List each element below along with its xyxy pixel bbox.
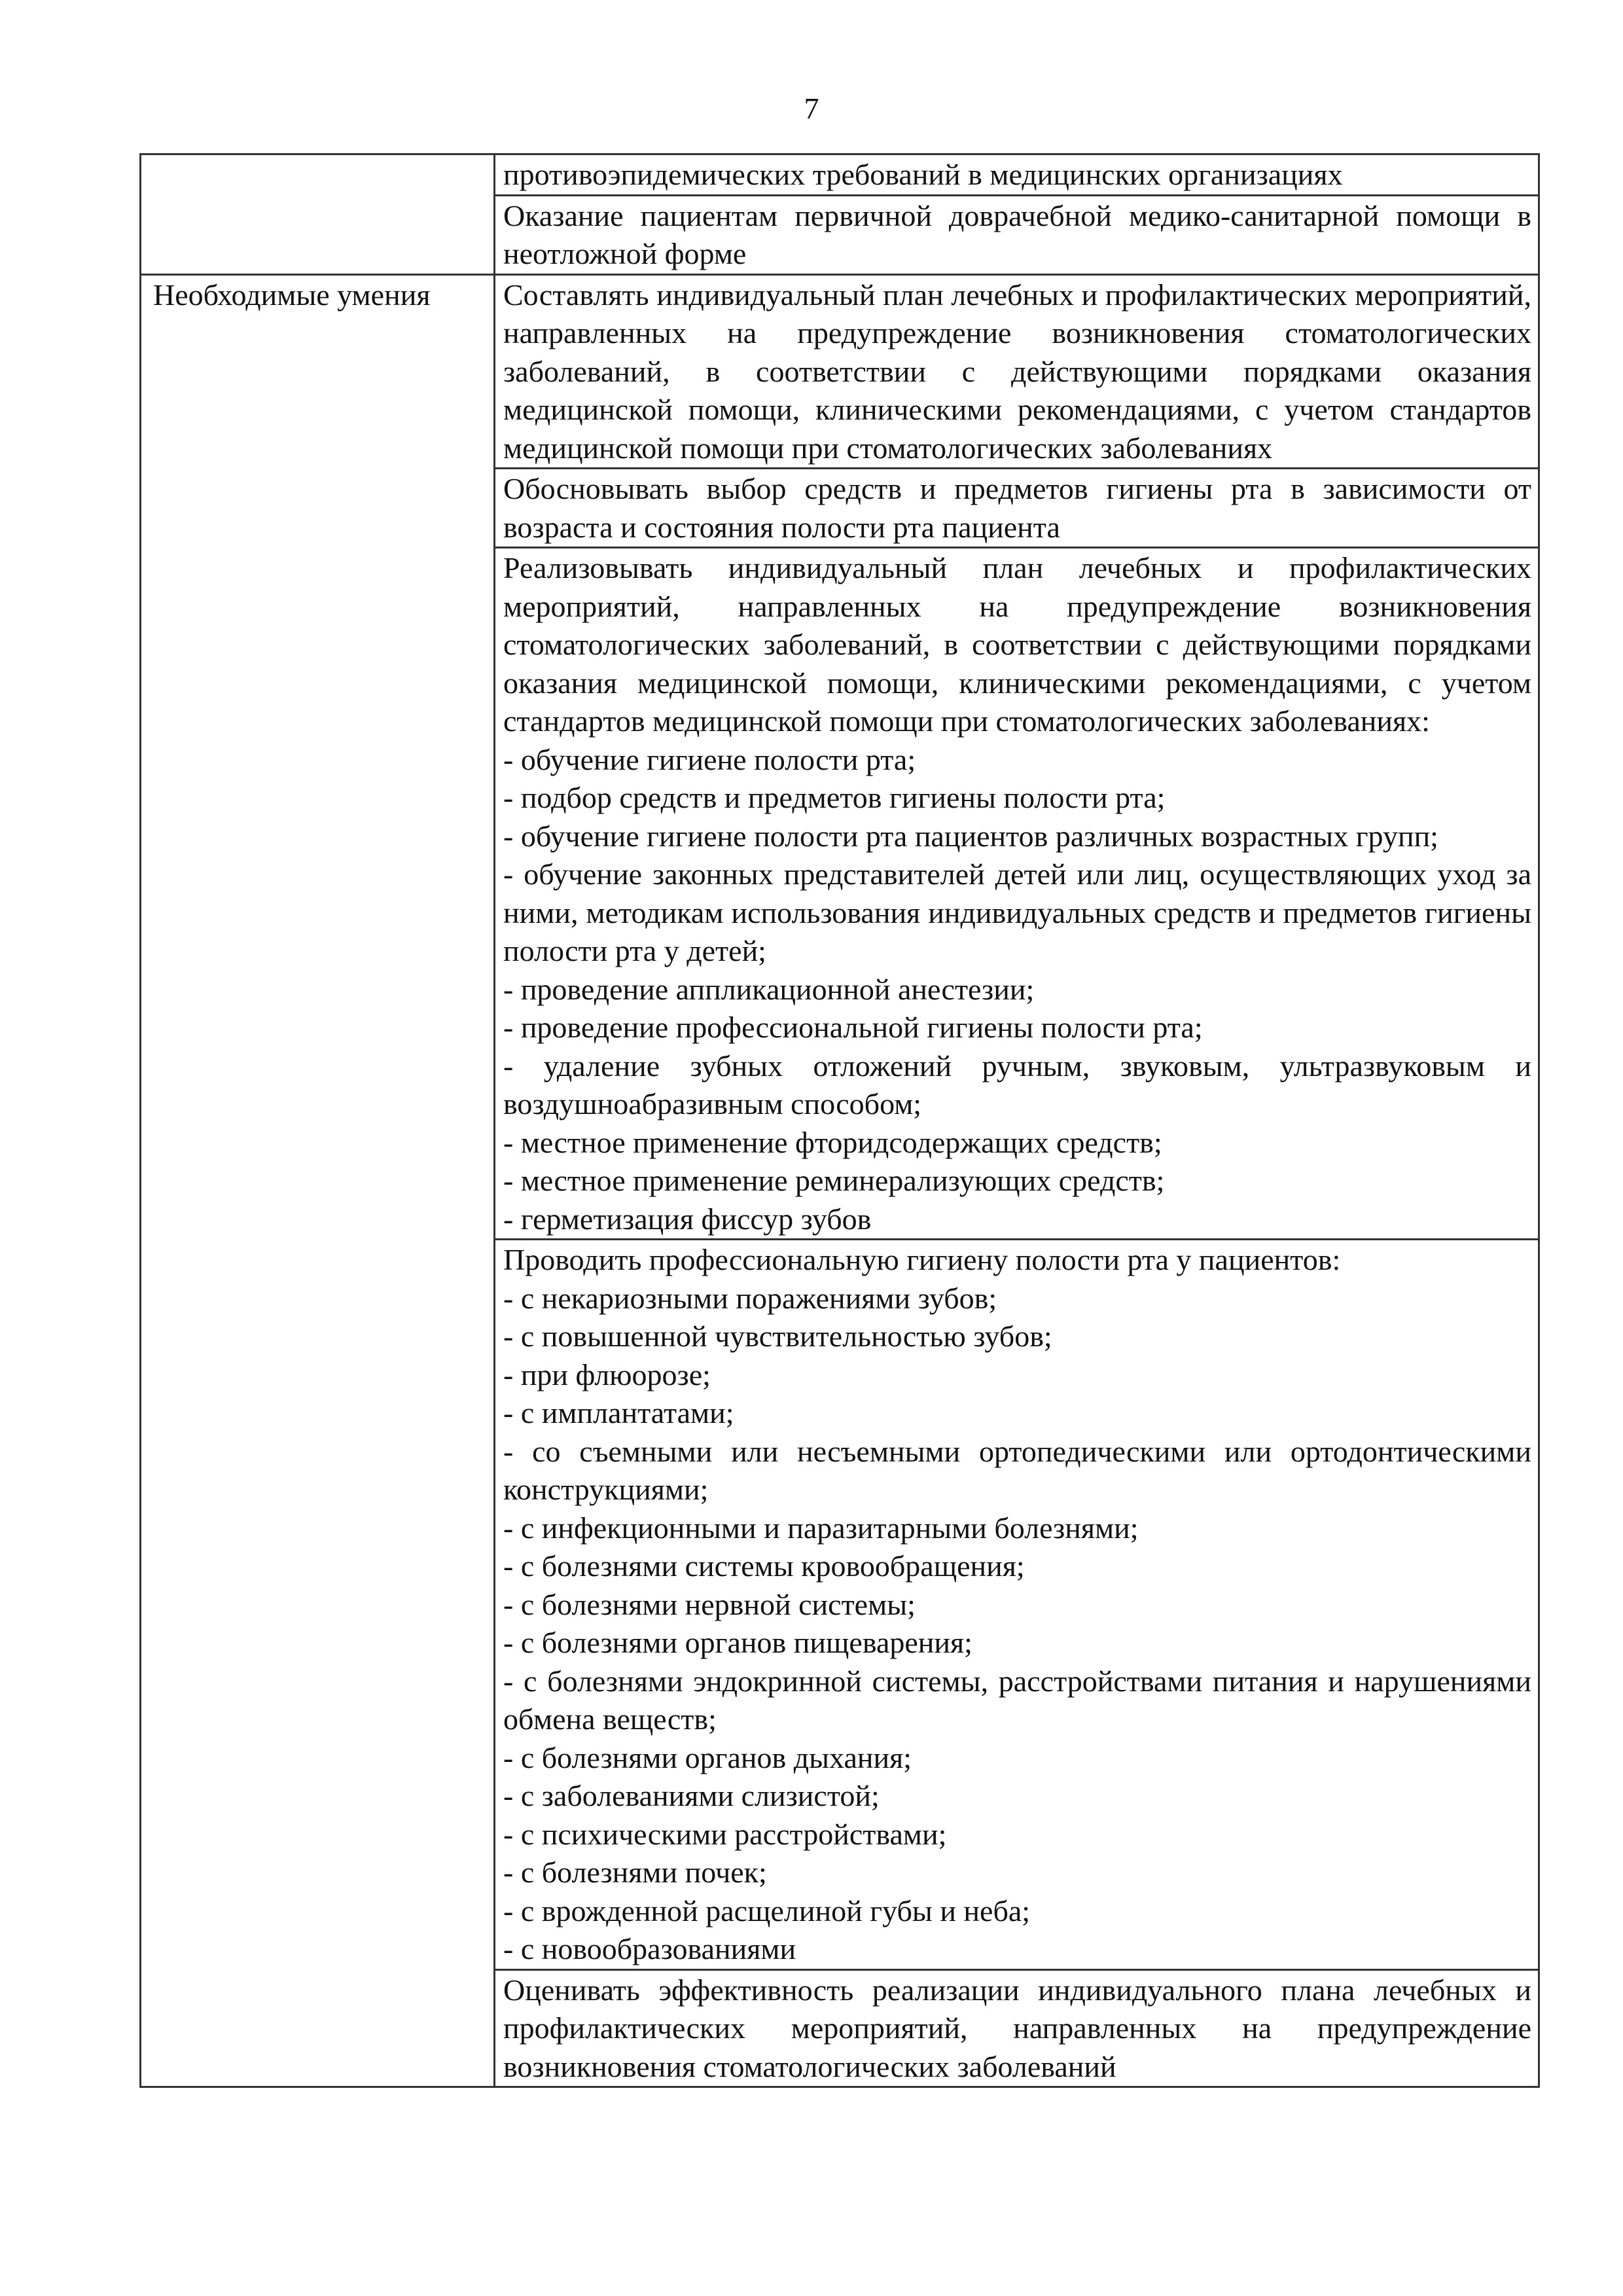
list-item: - со съемными или несъемными ортопедическими или ортодонтическими конструкциями; (503, 1434, 1531, 1506)
list-item: - с болезнями нервной системы; (503, 1587, 916, 1621)
list-item: - проведение профессиональной гигиены полости рта; (503, 1011, 1203, 1044)
empty-label-cell (141, 154, 495, 275)
paragraph: Проводить профессиональную гигиену полости рта у пациентов: (503, 1243, 1341, 1276)
section-label: Необходимые умения (153, 278, 431, 312)
content-cell-row-5 (495, 548, 1539, 1240)
content-cell-row-1 (495, 154, 1539, 196)
list-item: - с новообразованиями (503, 1932, 796, 1965)
list-item: - с инфекционными и паразитарными болезнями; (503, 1511, 1139, 1545)
list-item: - с болезнями системы кровообращения; (503, 1549, 1025, 1583)
page-number: 7 (804, 92, 819, 125)
requirements-table (139, 153, 1540, 2088)
list-item: - местное применение фторидсодержащих средств; (503, 1125, 1162, 1159)
list-item: - обучение гигиене полости рта пациентов различных возрастных групп; (503, 819, 1438, 853)
list-item: - с болезнями органов пищеварения; (503, 1626, 972, 1659)
section-label-cell (141, 274, 495, 2087)
list-item: - с заболеваниями слизистой; (503, 1779, 880, 1812)
list-item: - с болезнями эндокринной системы, расстройствами питания и нарушениями обмена веществ; (503, 1664, 1531, 1736)
paragraph: противоэпидемических требований в медицинских организациях (503, 158, 1343, 191)
paragraph: Реализовывать индивидуальный план лечебных и профилактических мероприятий, направленных на предупреждение возникновения стоматологических заболеваний, в соответствии с действующими порядками оказания медицинской помощи, клиническими рекомендациями, с учетом стандартов медицинской помощи при стоматологических заболеваниях: (503, 551, 1531, 738)
table-row (141, 274, 1539, 469)
list-item: - с врожденной расщелиной губы и неба; (503, 1893, 1031, 1928)
content-cell-row-4 (495, 469, 1539, 548)
list-item: - с некариозными поражениями зубов; (503, 1281, 997, 1315)
content-cell-row-7 (495, 1969, 1539, 2087)
list-item: - обучение гигиене полости рта; (503, 742, 916, 776)
list-item: - с повышенной чувствительностью зубов; (503, 1319, 1052, 1353)
list-item: - местное применение реминерализующих средств; (503, 1164, 1165, 1197)
list-item: - при флюорозе; (503, 1357, 711, 1391)
list-item: - с имплантатами; (503, 1396, 734, 1429)
paragraph: Составлять индивидуальный план лечебных и профилактических мероприятий, направленных на предупреждение возникновения стоматологических заболеваний, в соответствии с действующими порядками оказания медицинской помощи, клиническими рекомендациями, с учетом стандартов медицинской помощи при стоматологических заболеваниях (503, 278, 1531, 465)
list-item: - обучение законных представителей детей или лиц, осуществляющих уход за ними, методикам использования индивидуальных средств и предметов гигиены полости рта у детей; (503, 857, 1531, 967)
list-item: - герметизация фиссур зубов (503, 1202, 872, 1236)
list-item: - с болезнями органов дыхания; (503, 1740, 912, 1774)
paragraph: Оказание пациентам первичной доврачебной медико-санитарной помощи в неотложной форме (503, 198, 1531, 270)
list-item: - проведение аппликационной анестезии; (503, 972, 1035, 1006)
list-item: - подбор средств и предметов гигиены полости рта; (503, 781, 1166, 814)
content-cell-row-3 (495, 274, 1539, 469)
content-cell-row-2 (495, 195, 1539, 274)
list-item: - удаление зубных отложений ручным, звуковым, ультразвуковым и воздушноабразивным способом; (503, 1049, 1531, 1121)
list-item: - с психическими расстройствами; (503, 1817, 947, 1851)
paragraph: Оценивать эффективность реализации индивидуального плана лечебных и профилактических мероприятий, направленных на предупреждение возникновения стоматологических заболеваний (503, 1973, 1531, 2083)
paragraph: Обосновывать выбор средств и предметов гигиены рта в зависимости от возраста и состояния полости рта пациента (503, 472, 1531, 544)
list-item: - с болезнями почек; (503, 1856, 767, 1889)
table-row (141, 154, 1539, 196)
content-cell-row-6 (495, 1240, 1539, 1970)
